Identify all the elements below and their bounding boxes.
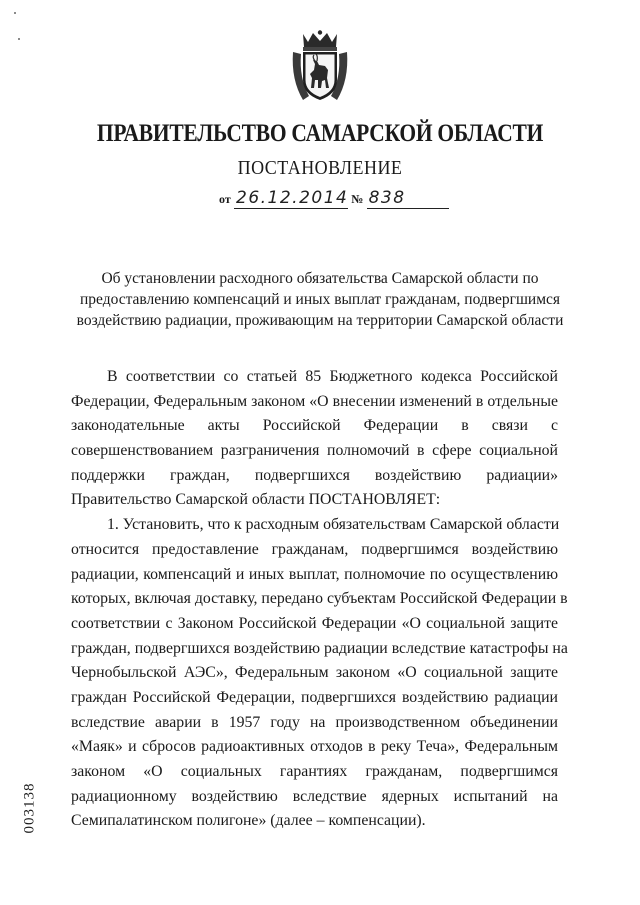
body-line: граждан Российской Федерации, подвергшихся воздействию радиации (71, 688, 558, 706)
government-title: ПРАВИТЕЛЬСТВО САМАРСКОЙ ОБЛАСТИ (96, 120, 544, 147)
number-value: 838 (367, 188, 449, 209)
body-line: которых, включая доставку, передано субъектам Российской Федерации в (71, 590, 568, 608)
scan-speck (14, 12, 16, 14)
body-line: соответствии с Законом Российской Федерации «О социальной защите (71, 614, 558, 632)
document-type: ПОСТАНОВЛЕНИЕ (237, 157, 403, 179)
scan-speck (18, 38, 20, 40)
body-line: Чернобыльской АЭС», Федеральным законом «О социальной защите (71, 664, 558, 682)
subject-line: предоставлению компенсаций и иных выплат гражданам, подвергшимся (79, 291, 561, 308)
subject-line: воздействию радиации, проживающим на территории Самарской области (76, 312, 564, 329)
subject-line: Об установлении расходного обязательства Самарской области по (101, 270, 539, 287)
body-line: Правительство Самарской области ПОСТАНОВЛЯЕТ: (71, 491, 441, 509)
side-registration-number: 003138 (21, 782, 38, 834)
body-line: граждан, подвергшихся воздействию радиации вследствие катастрофы на (71, 639, 568, 657)
body-line: Федерации, Федеральным законом «О внесении изменений в отдельные (71, 392, 558, 410)
body-line: радиации, компенсаций и иных выплат, полномочие по осуществлению (71, 565, 558, 583)
document-body (71, 365, 568, 834)
body-line: «Маяк» и сбросов радиоактивных отходов в реку Теча», Федеральным (71, 738, 558, 756)
body-line: относится предоставление гражданам, подвергшимся воздействию (71, 540, 558, 558)
body-line: поддержки граждан, подвергшихся воздействию радиации» (71, 466, 558, 484)
body-line: В соответствии со статьей 85 Бюджетного кодекса Российской (107, 368, 558, 385)
number-prefix: № (351, 192, 364, 206)
body-line: радиационному воздействию вследствие ядерных испытаний на (71, 787, 558, 805)
samara-coat-of-arms-icon (289, 30, 351, 104)
body-line: законодательные акты Российской Федерации в связи с (71, 417, 558, 435)
date-number-line (219, 188, 449, 216)
body-line: законом «О социальных гарантиях гражданам, подвергшимся (71, 763, 558, 780)
date-prefix: от (219, 192, 231, 206)
body-line: вследствие аварии в 1957 году на производственном объединении (71, 713, 558, 731)
body-line: совершенствованием разграничения полномочий в сфере социальной (71, 442, 558, 460)
date-value: 26.12.2014 (236, 188, 349, 208)
body-line: 1. Установить, что к расходным обязательствам Самарской области (107, 516, 560, 534)
document-subject (60, 268, 580, 331)
body-line: Семипалатинском полигоне» (далее – компенсации). (71, 812, 426, 830)
